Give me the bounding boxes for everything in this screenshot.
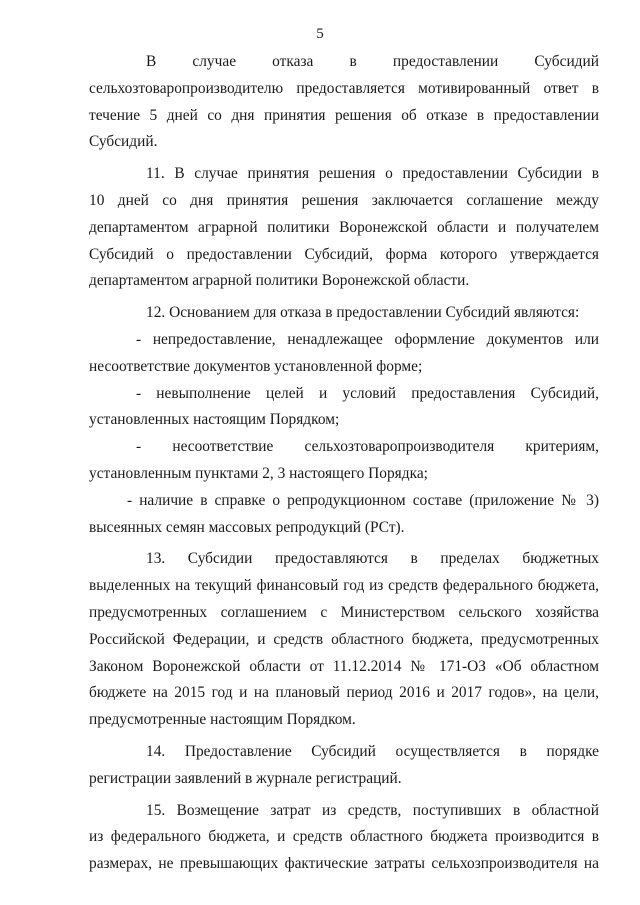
- text-line: - несоответствие сельхозтоваропроизводителя критериям,: [136, 438, 599, 456]
- text-line: бюджете на 2015 год и на плановый период 2016 и 2017 годов», на цели,: [89, 684, 599, 702]
- text-line: - непредоставление, ненадлежащее оформление документов или: [136, 330, 599, 348]
- text-line: течение 5 дней со дня принятия решения об отказе в предоставлении: [89, 106, 599, 124]
- document-body: [89, 49, 599, 878]
- text-line: сельхозтоваропроизводителю предоставляется мотивированный ответ в: [89, 79, 599, 97]
- text-line: - невыполнение целей и условий предоставления Субсидий,: [136, 384, 599, 402]
- text-line: предусмотренных соглашением с Министерством сельского хозяйства: [89, 603, 599, 621]
- text-line: Российской Федерации, и средств областного бюджета, предусмотренных: [89, 630, 599, 648]
- text-line: высеянных семян массовых репродукций (РСт).: [89, 518, 405, 536]
- text-line: 10 дней со дня принятия решения заключается соглашение между: [89, 191, 599, 209]
- text-line: регистрации заявлений в журнале регистраций.: [89, 769, 402, 787]
- text-line: Субсидий.: [89, 133, 158, 151]
- text-line: установленным пунктами 2, 3 настоящего Порядка;: [89, 464, 428, 482]
- text-line: размерах, не превышающих фактические затраты сельхозпроизводителя на: [89, 855, 599, 873]
- text-line: предусмотренные настоящим Порядком.: [89, 711, 356, 729]
- text-line: 14. Предоставление Субсидий осуществляется в порядке: [146, 742, 599, 760]
- text-line: из федерального бюджета, и средств областного бюджета производится в: [89, 828, 599, 846]
- text-line: несоответствие документов установленной форме;: [89, 357, 423, 375]
- text-line: департаментом аграрной политики Воронежской области.: [89, 272, 470, 290]
- text-line: установленных настоящим Порядком;: [89, 411, 340, 429]
- text-line: 12. Основанием для отказа в предоставлении Субсидий являются:: [146, 304, 580, 322]
- text-line: департаментом аграрной политики Воронежской области и получателем: [89, 218, 599, 236]
- text-line: выделенных на текущий финансовый год из средств федерального бюджета,: [89, 577, 599, 595]
- text-line: Субсидий о предоставлении Субсидий, форма которого утверждается: [89, 245, 599, 263]
- page-number: 5: [316, 26, 324, 42]
- text-line: 13. Субсидии предоставляются в пределах бюджетных: [146, 550, 599, 568]
- text-line: В случае отказа в предоставлении Субсидий: [146, 53, 599, 70]
- text-line: 11. В случае принятия решения о предоставлении Субсидии в: [146, 165, 599, 183]
- text-line: 15. Возмещение затрат из средств, поступивших в областной: [146, 801, 599, 819]
- text-line: - наличие в справке о репродукционном составе (приложение № 3): [127, 491, 599, 509]
- text-line: Законом Воронежской области от 11.12.2014 № 171-ОЗ «Об областном: [89, 657, 599, 675]
